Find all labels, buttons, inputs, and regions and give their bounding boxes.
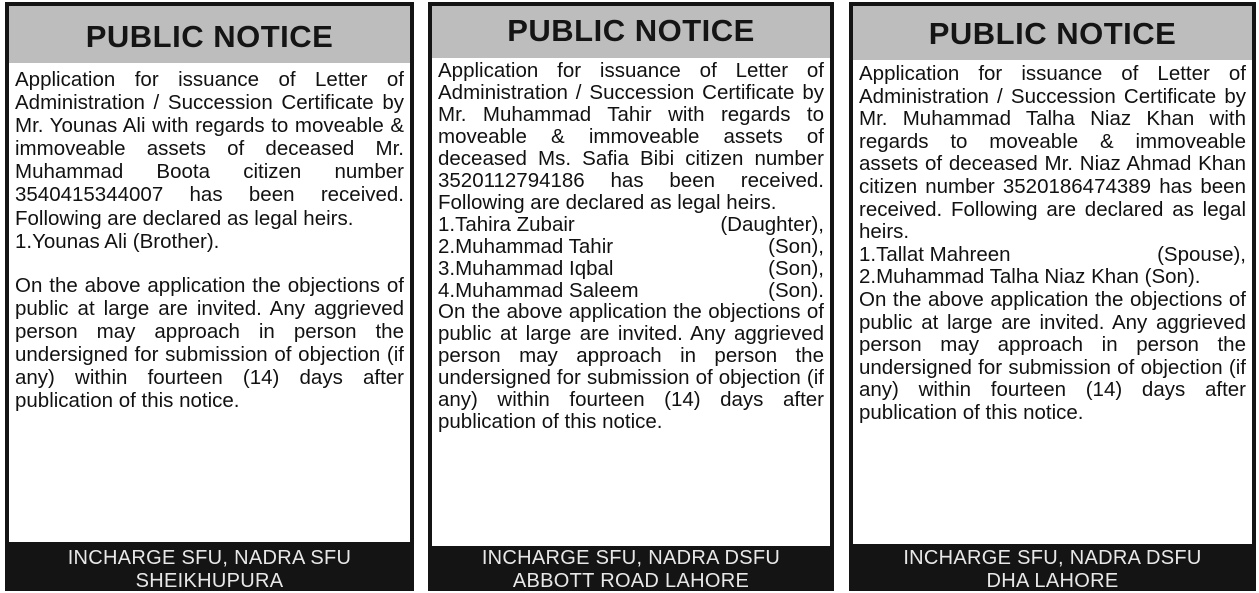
notice-body bbox=[853, 60, 1252, 544]
public-notice-3 bbox=[849, 2, 1256, 591]
heir-name: 2.Muhammad Tahir bbox=[438, 234, 614, 258]
application-paragraph: Application for issuance of Letter of Administration / Succession Certificate by Mr. Muhammad Talha Niaz Khan with regards to moveable & immoveable assets of deceased Mr. Niaz Ahmad Khan citizen number 3520186474389 has been received. Following are declared as legal heirs. bbox=[859, 62, 1246, 244]
heir-relation: (Spouse), bbox=[1157, 242, 1246, 266]
legal-heir-item bbox=[859, 244, 1246, 267]
notice-title: PUBLIC NOTICE bbox=[853, 6, 1252, 60]
footer-location: SHEIKHUPURA bbox=[135, 570, 284, 592]
heir-name: 1.Tahira Zubair bbox=[438, 212, 575, 236]
legal-heir-item bbox=[438, 214, 824, 236]
heir-relation: (Son). bbox=[768, 278, 824, 302]
heir-relation: (Son), bbox=[768, 256, 824, 280]
legal-heir-item: 1.Younas Ali (Brother). bbox=[15, 229, 220, 253]
footer-office: INCHARGE SFU, NADRA DSFU bbox=[903, 547, 1202, 569]
heir-name: 1.Tallat Mahreen bbox=[859, 242, 1011, 266]
notice-title: PUBLIC NOTICE bbox=[9, 6, 410, 63]
notice-body bbox=[9, 63, 410, 542]
notice-footer bbox=[432, 546, 830, 593]
application-paragraph: Application for issuance of Letter of Administration / Succession Certificate by Mr. Younas Ali with regards to moveable & immoveable assets of deceased Mr. Muhammad Boota citizen number 3540415344007 has been received. Following are declared as legal heirs. bbox=[15, 68, 404, 230]
public-notice-2 bbox=[428, 2, 834, 591]
public-notice-1 bbox=[5, 2, 414, 591]
notice-footer bbox=[853, 544, 1252, 593]
legal-heir-item bbox=[438, 236, 824, 258]
objection-paragraph: On the above application the objections of public at large are invited. Any aggrieved person may approach in person the undersigned for submission of objection (if any) within fourteen (14) days after publication of this notice. bbox=[859, 287, 1246, 424]
footer-office: INCHARGE SFU, NADRA SFU bbox=[67, 547, 352, 569]
objection-paragraph: On the above application the objections of public at large are invited. Any aggrieved person may approach in person the undersigned for submission of objection (if any) within fourteen (14) days after publication of this notice. bbox=[438, 300, 824, 434]
notice-title: PUBLIC NOTICE bbox=[432, 6, 830, 58]
notice-body bbox=[432, 58, 830, 546]
heir-relation: (Son), bbox=[768, 234, 824, 258]
footer-location: ABBOTT ROAD LAHORE bbox=[512, 570, 750, 592]
notice-footer bbox=[9, 542, 410, 593]
application-paragraph: Application for issuance of Letter of Administration / Succession Certificate by Mr. Muhammad Tahir with regards to moveable & immoveable assets of deceased Ms. Safia Bibi citizen number 3520112794186 has been received. Following are declared as legal heirs. bbox=[438, 59, 824, 214]
legal-heir-item bbox=[438, 280, 824, 302]
footer-office: INCHARGE SFU, NADRA DSFU bbox=[481, 547, 781, 569]
heir-name: 4.Muhammad Saleem bbox=[438, 278, 639, 302]
legal-heir-item: 2.Muhammad Talha Niaz Khan (Son). bbox=[859, 265, 1201, 289]
legal-heir-item bbox=[438, 258, 824, 280]
heir-relation: (Daughter), bbox=[720, 212, 824, 236]
objection-paragraph: On the above application the objections of public at large are invited. Any aggrieved person may approach in person the undersigned for submission of objection (if any) within fourteen (14) days after publication of this notice. bbox=[15, 273, 404, 413]
footer-location: DHA LAHORE bbox=[986, 570, 1119, 592]
heir-name: 3.Muhammad Iqbal bbox=[438, 256, 614, 280]
